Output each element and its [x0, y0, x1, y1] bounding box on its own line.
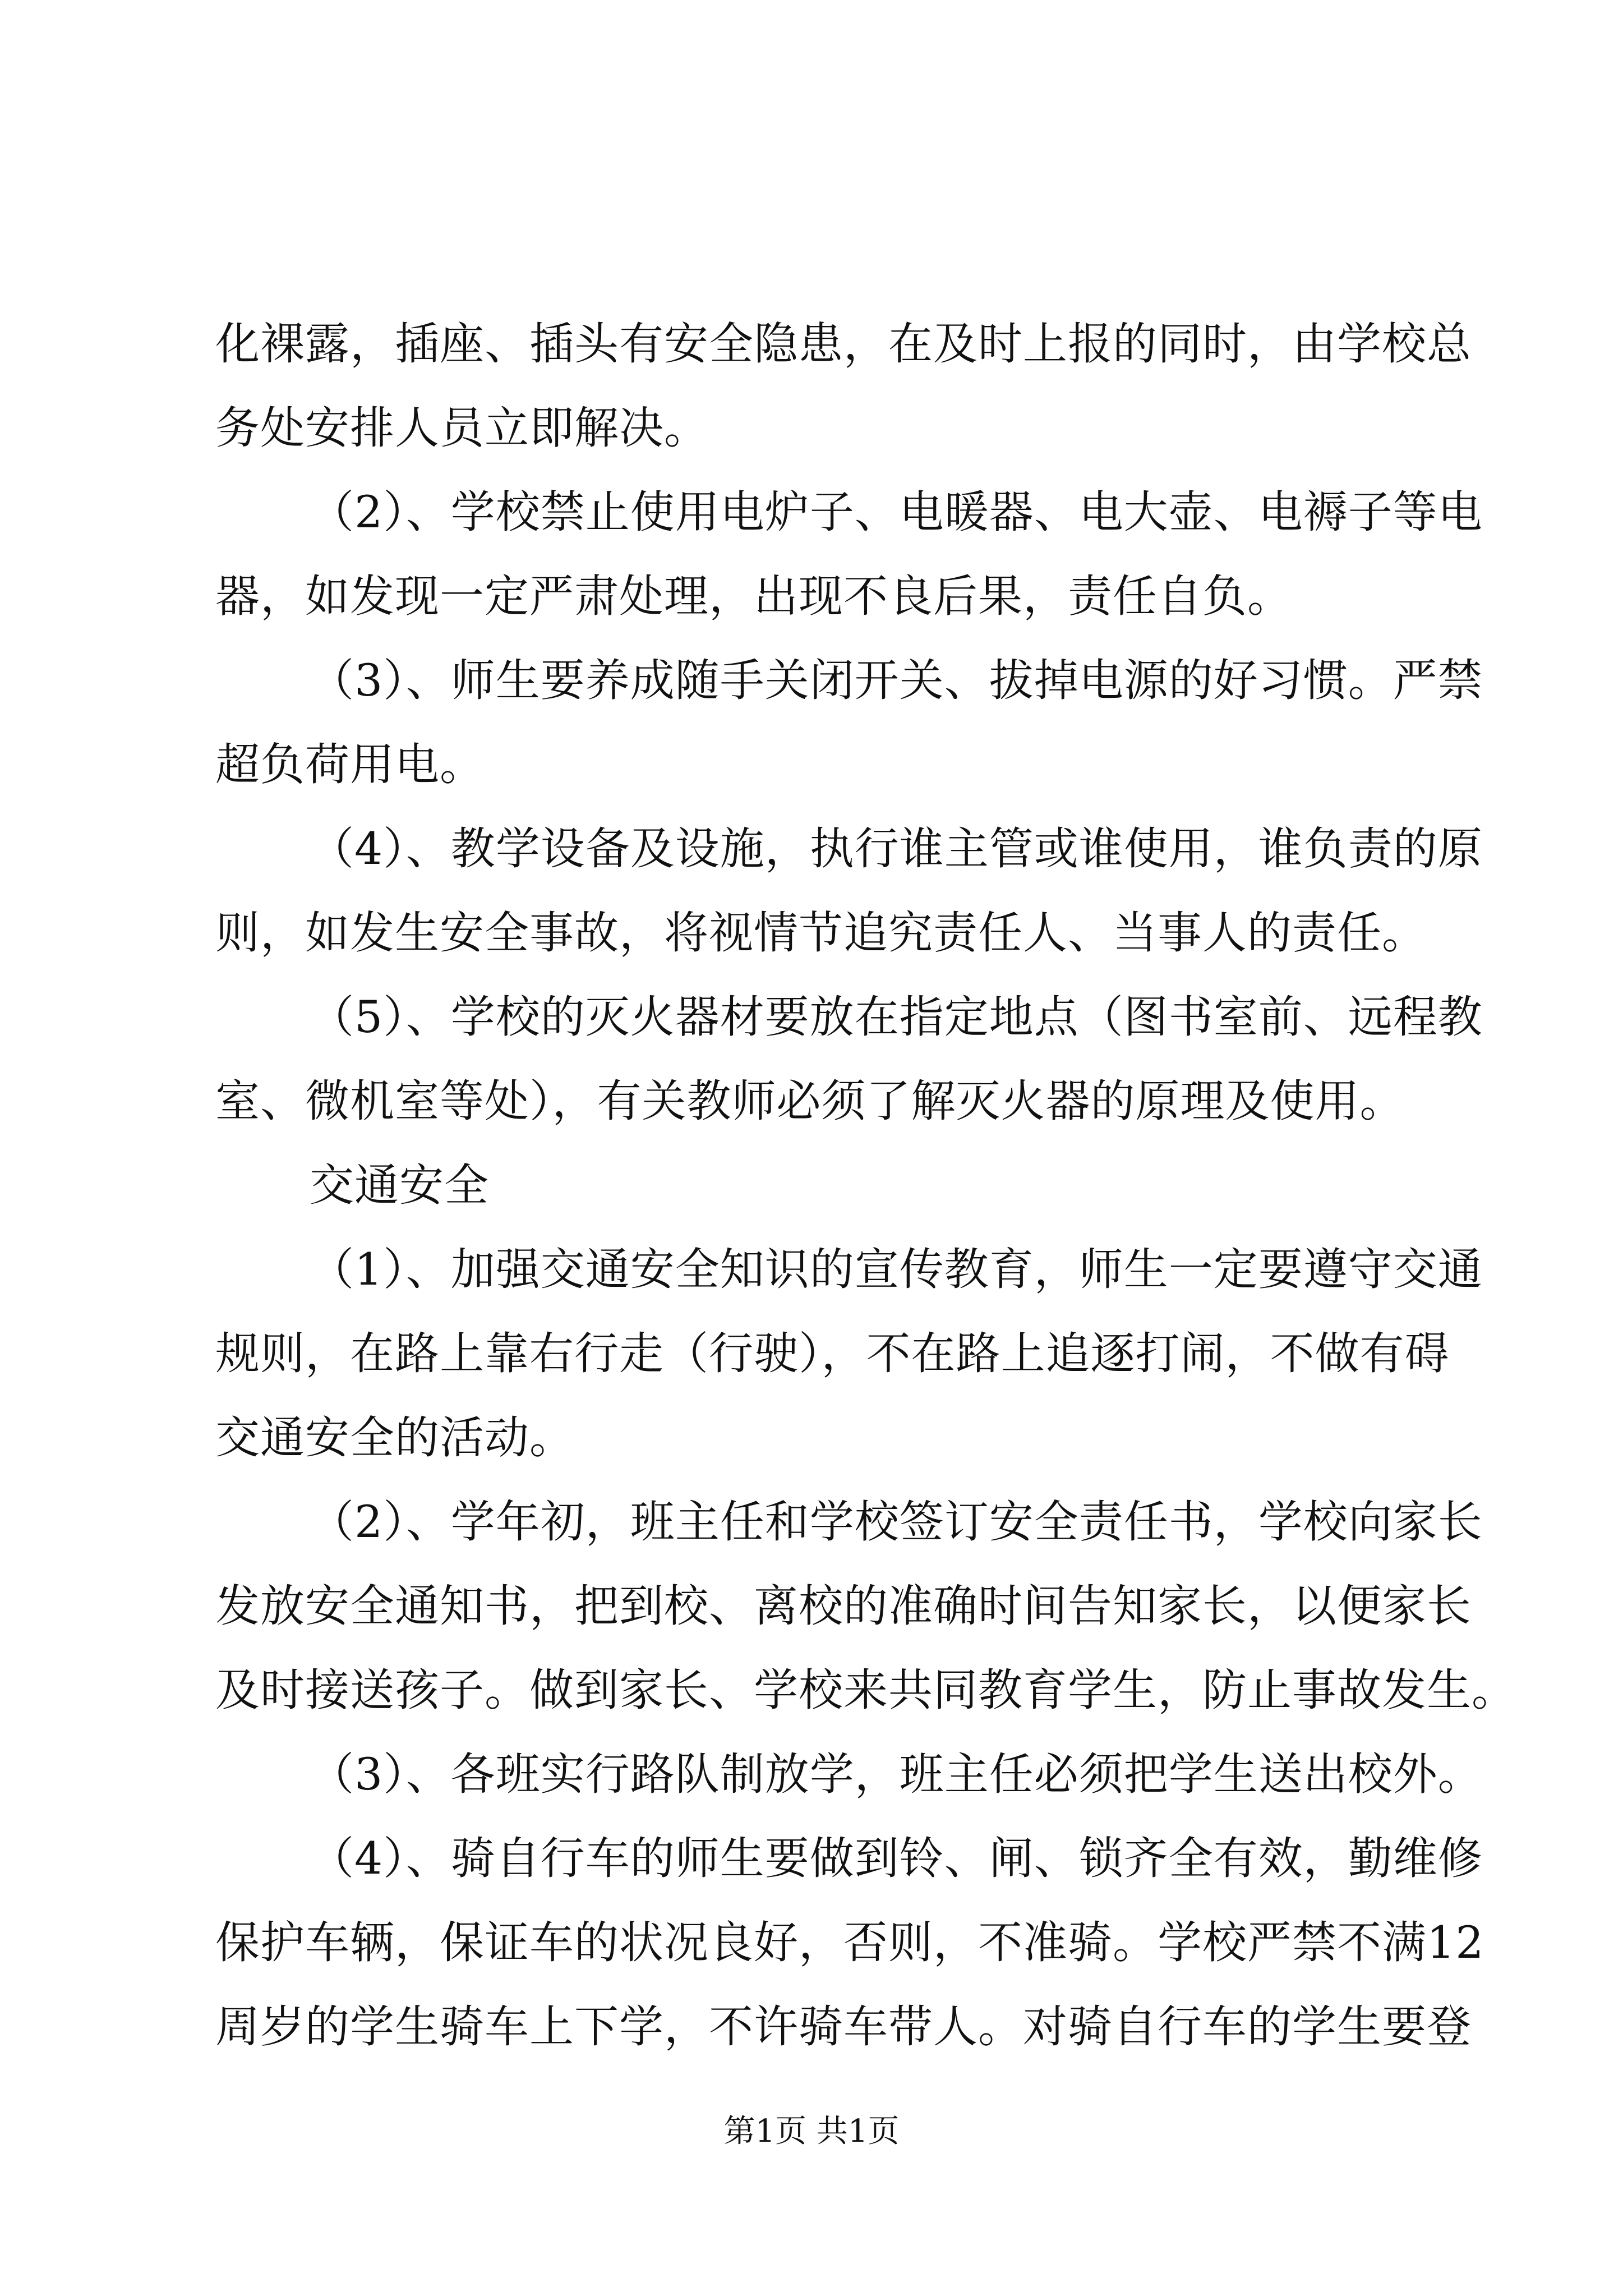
text-line: 发放安全通知书，把到校、离校的准确时间告知家长，以便家长	[215, 1580, 1472, 1632]
text-line: 保护车辆，保证车的状况良好，否则，不准骑。学校严禁不满12	[215, 1917, 1484, 1968]
text-line: （4）、教学设备及设施，执行谁主管或谁使用，谁负责的原	[310, 823, 1483, 875]
text-line: （3）、师生要养成随手关闭开关、拔掉电源的好习惯。严禁	[310, 655, 1483, 706]
page-footer	[0, 2109, 1623, 2154]
page-number-label: 第1页 共1页	[723, 2113, 900, 2150]
text-line: 化裸露，插座、插头有安全隐患，在及时上报的同时，由学校总	[215, 318, 1472, 370]
section-heading: 交通安全	[310, 1159, 489, 1211]
text-line: 及时接送孩子。做到家长、学校来共同教育学生，防止事故发生。	[215, 1664, 1516, 1716]
text-line: 则，如发生安全事故，将视情节追究责任人、当事人的责任。	[215, 907, 1427, 959]
text-line: （2）、学校禁止使用电炉子、电暖器、电大壶、电褥子等电	[310, 486, 1483, 538]
text-line: 超负荷用电。	[215, 739, 485, 790]
text-line: 周岁的学生骑车上下学，不许骑车带人。对骑自行车的学生要登	[215, 2001, 1472, 2053]
text-line: 务处安排人员立即解决。	[215, 402, 709, 454]
document-body	[215, 302, 1516, 2069]
text-line: （2）、学年初，班主任和学校签订安全责任书，学校向家长	[310, 1496, 1483, 1548]
text-line: （3）、各班实行路队制放学，班主任必须把学生送出校外。	[310, 1749, 1483, 1800]
text-line: 室、微机室等处），有关教师必须了解灭火器的原理及使用。	[215, 1075, 1405, 1127]
text-line: （4）、骑自行车的师生要做到铃、闸、锁齐全有效，勤维修	[310, 1833, 1483, 1884]
text-line: 规则，在路上靠右行走（行驶），不在路上追逐打闹，不做有碍	[215, 1328, 1450, 1379]
text-line: （1）、加强交通安全知识的宣传教育，师生一定要遵守交通	[310, 1244, 1483, 1295]
text-line: 交通安全的活动。	[215, 1412, 574, 1464]
text-line: （5）、学校的灭火器材要放在指定地点（图书室前、远程教	[310, 991, 1483, 1043]
text-line: 器，如发现一定严肃处理，出现不良后果，责任自负。	[215, 570, 1292, 622]
